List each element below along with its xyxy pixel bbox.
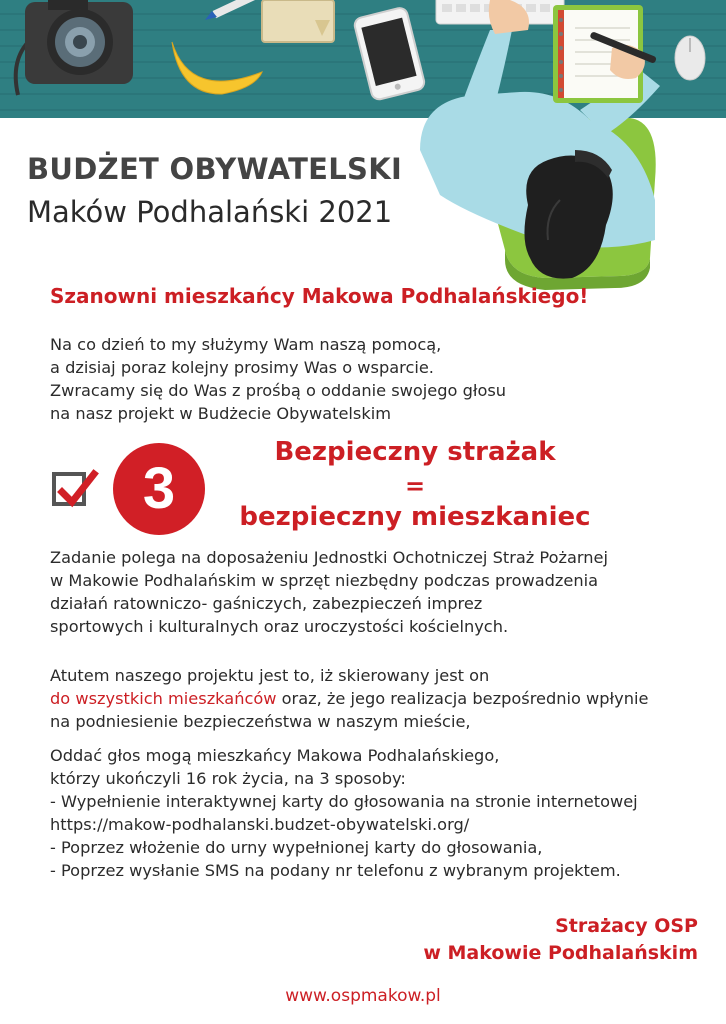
website-link[interactable]: www.ospmakow.pl [285,986,441,1006]
signature-line2: w Makowie Podhalańskim [423,942,698,964]
advantage-line: Atutem naszego projektu jest to, iż skierowany jest on [50,666,490,685]
voting-line: którzy ukończyli 16 rok życia, na 3 sposoby: [50,769,406,788]
greeting-heading: Szanowni mieszkańcy Makowa Podhalańskiego! [50,284,589,308]
voting-line: - Poprzez wysłanie SMS na podany nr telefonu z wybranym projektem. [50,861,621,880]
advantage-line [50,687,648,710]
project-title-line1: Bezpieczny strażak [274,437,556,467]
intro-line: a dzisiaj poraz kolejny prosimy Was o wsparcie. [50,358,434,377]
voting-line: - Wypełnienie interaktywnej karty do głosowania na stronie internetowej [50,792,638,811]
camera-icon [16,0,133,95]
header-illustration [0,0,726,290]
advantage-line: na podniesienie bezpieczeństwa w naszym mieście, [50,712,471,731]
notebook-icon [262,0,334,42]
voting-paragraph [50,744,638,882]
signature [423,913,698,967]
checkbox-icon [52,472,86,506]
page-title: BUDŻET OBYWATELSKI [27,152,403,186]
intro-line: na nasz projekt w Budżecie Obywatelskim [50,404,391,423]
intro-paragraph [50,333,506,425]
advantage-paragraph [50,664,648,733]
advantage-line-rest: oraz, że jego realizacja bezpośrednio wpłynie [276,689,649,708]
description-line: działań ratowniczo- gaśniczych, zabezpieczeń imprez [50,594,483,613]
description-line: Zadanie polega na doposażeniu Jednostki Ochotniczej Straż Pożarnej [50,548,609,567]
project-title-line2: bezpieczny mieszkaniec [239,502,591,532]
description-line: sportowych i kulturalnych oraz uroczystości kościelnych. [50,617,509,636]
highlight-all-residents: do wszystkich mieszkańców [50,689,277,708]
intro-line: Na co dzień to my służymy Wam naszą pomocą, [50,335,442,354]
voting-line: - Poprzez włożenie do urny wypełnionej karty do głosowania, [50,838,543,857]
project-number-badge: 3 [113,443,205,535]
mouse-icon [675,36,705,80]
signature-line1: Strażacy OSP [555,915,698,937]
page-subtitle: Maków Podhalański 2021 [27,195,393,229]
intro-line: Zwracamy się do Was z prośbą o oddanie swojego głosu [50,381,507,400]
description-line: w Makowie Podhalańskim w sprzęt niezbędny podczas prowadzenia [50,571,599,590]
description-paragraph [50,546,608,638]
voting-url[interactable]: https://makow-podhalanski.budzet-obywatelski.org/ [50,815,470,834]
project-title-equals: = [404,472,426,500]
voting-line: Oddać głos mogą mieszkańcy Makowa Podhalańskiego, [50,746,500,765]
